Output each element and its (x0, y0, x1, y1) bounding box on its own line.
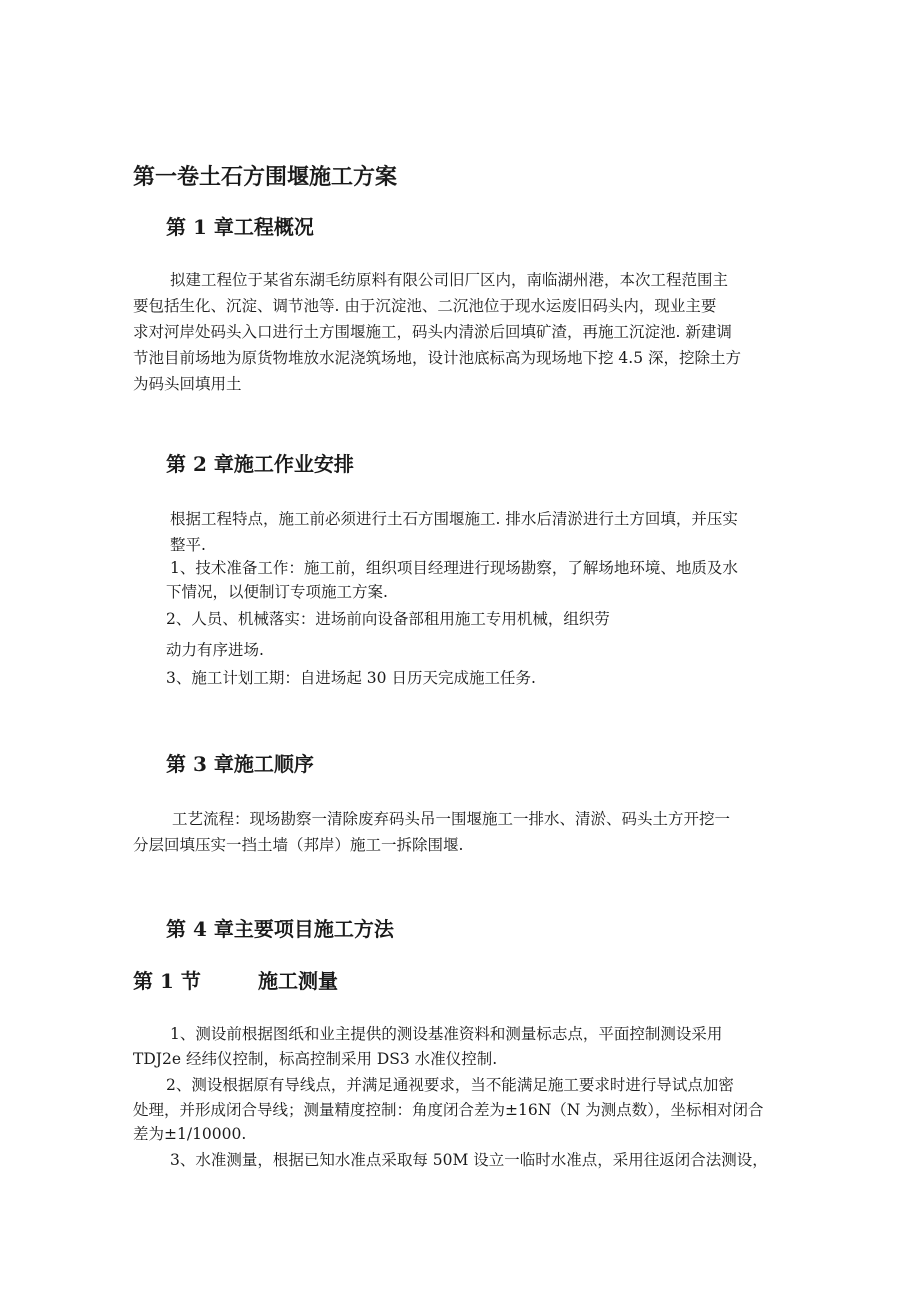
section-1-line: 2、测设根据原有导线点，并满足通视要求，当不能满足施工要求时进行导试点加密 (166, 1076, 734, 1094)
chapter-1-line: 节池目前场地为原货物堆放水泥浇筑场地，设计池底标高为现场地下挖 4.5 深，挖除土方 (133, 349, 742, 367)
chapter-2-line: 3、施工计划工期：自进场起 30 日历天完成施工任务. (166, 669, 536, 687)
section-1-line: 差为±1/10000. (133, 1125, 247, 1143)
section-1-line: 处理，并形成闭合导线；测量精度控制：角度闭合差为±16N（N 为测点数），坐标相对闭合 (133, 1101, 764, 1119)
chapter-2-line: 1、技术准备工作：施工前，组织项目经理进行现场勘察，了解场地环境、地质及水 (170, 559, 738, 577)
chapter-2-line: 根据工程特点，施工前必须进行土石方围堰施工. 排水后清淤进行土方回填，并压实 (170, 510, 738, 528)
section-1-line: 3、水准测量，根据已知水准点采取每 50M 设立一临时水准点，采用往返闭合法测设， (170, 1151, 768, 1169)
chapter-2-line: 动力有序进场. (166, 641, 264, 659)
section-1-line: 1、测设前根据图纸和业主提供的测设基准资料和测量标志点，平面控制测设采用 (170, 1025, 723, 1043)
chapter-1-line: 求对河岸处码头入口进行土方围堰施工，码头内清淤后回填矿渣，再施工沉淀池. 新建调 (133, 323, 732, 341)
chapter-3-heading: 第 3 章施工顺序 (166, 752, 314, 776)
chapter-1-heading: 第 1 章工程概况 (166, 215, 314, 239)
section-1-line: TDJ2e 经纬仪控制，标高控制采用 DS3 水准仪控制. (133, 1050, 498, 1068)
section-1-title: 施工测量 (258, 969, 338, 993)
chapter-1-line: 拟建工程位于某省东湖毛纺原料有限公司旧厂区内，南临湖州港，本次工程范围主 (170, 271, 729, 289)
chapter-3-line: 工艺流程：现场勘察一清除废弃码头吊一围堰施工一排水、清淤、码头土方开挖一 (172, 810, 731, 828)
chapter-3-line: 分层回填压实一挡土墙（邦岸）施工一拆除围堰. (133, 836, 464, 854)
chapter-2-heading: 第 2 章施工作业安排 (166, 452, 354, 476)
section-1-number: 第 1 节 (133, 969, 201, 993)
chapter-2-line: 2、人员、机械落实：进场前向设备部租用施工专用机械，组织劳 (166, 610, 610, 628)
chapter-2-line: 下情况，以便制订专项施工方案. (166, 583, 388, 601)
chapter-1-line: 为码头回填用土 (133, 375, 242, 393)
chapter-1-line: 要包括生化、沉淀、调节池等. 由于沉淀池、二沉池位于现水运废旧码头内，现业主要 (133, 297, 717, 315)
chapter-2-line: 整平. (170, 536, 206, 554)
chapter-4-heading: 第 4 章主要项目施工方法 (166, 917, 394, 941)
volume-title: 第一卷土石方围堰施工方案 (133, 164, 398, 190)
